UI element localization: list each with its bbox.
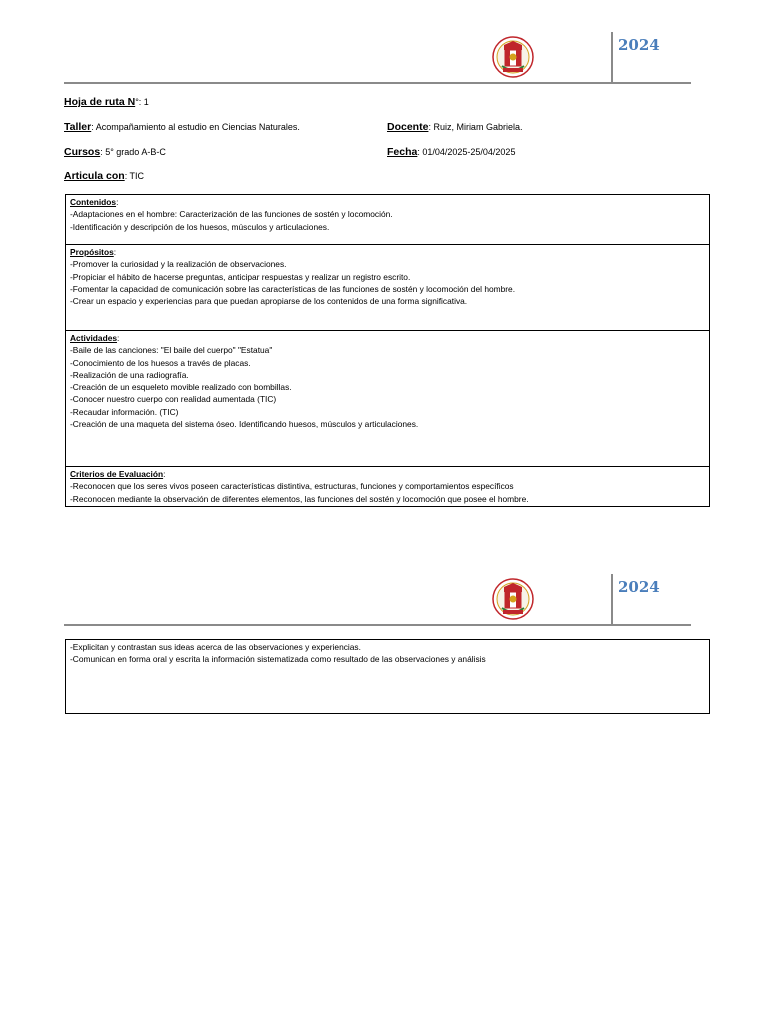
articulates-value: : TIC xyxy=(124,171,145,181)
teacher-label: Docente xyxy=(387,121,429,133)
route-sheet-line xyxy=(64,96,149,108)
section-line: -Creación de un esqueleto movible realizado con bombillas. xyxy=(70,382,292,393)
workshop-label: Taller xyxy=(64,121,92,133)
teacher-value: : Ruiz, Miriam Gabriela. xyxy=(428,122,523,132)
school-crest-logo xyxy=(492,36,534,78)
section-line: -Propiciar el hábito de hacerse preguntas, anticipar respuestas y realizar un registro escrito. xyxy=(70,271,411,282)
continuation-section xyxy=(66,640,709,667)
date-label: Fecha xyxy=(387,146,418,158)
courses-line xyxy=(64,146,166,158)
section-line: -Explicitan y contrastan sus ideas acerca de las observaciones y experiencias. xyxy=(70,642,361,652)
section-title: Contenidos xyxy=(70,197,117,207)
teacher-line xyxy=(387,121,522,133)
section-line: -Creación de una maqueta del sistema óseo. Identificando huesos, músculos y articulaciones. xyxy=(70,419,419,430)
date-value: : 01/04/2025-25/04/2025 xyxy=(417,147,516,157)
date-line xyxy=(387,146,515,158)
evaluation-criteria-section: Criterios de Evaluación: -Reconocen que los seres vivos poseen características distintiva, estructuras, funciones y comportamientos específicos -Reconocen mediante la observación de diferentes elementos, las funciones del sostén y locomoción que posee el hombre. xyxy=(66,467,709,506)
section-line: -Baile de las canciones: "El baile del cuerpo" "Estatua" xyxy=(70,345,273,356)
section-title: Propósitos xyxy=(70,247,114,257)
workshop-value: : Acompañamiento al estudio en Ciencias Naturales. xyxy=(91,122,300,132)
purposes-section: Propósitos: -Promover la curiosidad y la realización de observaciones. -Propiciar el hábito de hacerse preguntas, anticipar respuestas y realizar un registro escrito. -Fomentar la capacidad de comunicación sobre las características de las funciones de sostén y locomoción del hombre. -Crear un espacio y experiencias para que puedan apropiarse de los contenidos de una forma significativa. xyxy=(66,245,709,331)
section-line: -Adaptaciones en el hombre: Caracterización de las funciones de sostén y locomoción. xyxy=(70,209,393,220)
header-rule xyxy=(64,82,691,84)
header-rule xyxy=(64,624,691,626)
courses-value: : 5° grado A-B-C xyxy=(100,147,166,157)
section-line: -Reconocen mediante la observación de diferentes elementos, las funciones del sostén y locomoción que posee el hombre. xyxy=(70,493,529,504)
school-crest-logo xyxy=(492,578,534,620)
header-year: 2024 xyxy=(618,36,660,54)
section-line: -Promover la curiosidad y la realización de observaciones. xyxy=(70,259,287,270)
contents-section: Contenidos: -Adaptaciones en el hombre: Caracterización de las funciones de sostén y locomoción. -Identificación y descripción de los huesos, músculos y articulaciones. xyxy=(66,195,709,245)
header-year: 2024 xyxy=(618,578,660,596)
activities-section: Actividades: -Baile de las canciones: "El baile del cuerpo" "Estatua" -Conocimiento de los huesos a través de placas. -Realización de una radiografía. -Creación de un esqueleto movible realizado con bombillas. -Conocer nuestro cuerpo con realidad aumentada (TIC) -Recaudar información. (TIC) -Creación de una maqueta del sistema óseo. Identificando huesos, músculos y articulaciones. xyxy=(66,331,709,467)
courses-label: Cursos xyxy=(64,146,101,158)
continuation-table xyxy=(65,639,710,714)
articulates-line xyxy=(64,170,144,182)
plan-table xyxy=(65,194,710,507)
section-title: Criterios de Evaluación xyxy=(70,469,164,479)
section-line: -Identificación y descripción de los huesos, músculos y articulaciones. xyxy=(70,221,330,232)
articulates-label: Articula con xyxy=(64,170,125,182)
header-divider xyxy=(611,574,613,624)
section-line: -Recaudar información. (TIC) xyxy=(70,406,179,417)
route-sheet-label: Hoja de ruta N xyxy=(64,96,136,108)
section-line: -Comunican en forma oral y escrita la información sistematizada como resultado de las observaciones y análisis xyxy=(70,654,486,665)
header-divider xyxy=(611,32,613,82)
section-line: -Realización de una radiografía. xyxy=(70,369,189,380)
section-line: -Conocer nuestro cuerpo con realidad aumentada (TIC) xyxy=(70,394,277,405)
route-sheet-value: °: 1 xyxy=(135,97,149,107)
section-line: -Crear un espacio y experiencias para que puedan apropiarse de los contenidos de una forma significativa. xyxy=(70,296,468,307)
section-line: -Fomentar la capacidad de comunicación sobre las características de las funciones de sostén y locomoción del hombre. xyxy=(70,283,516,294)
workshop-line xyxy=(64,121,300,133)
section-line: -Reconocen que los seres vivos poseen características distintiva, estructuras, funciones y comportamientos específicos xyxy=(70,481,514,492)
page1-header xyxy=(0,28,768,88)
section-line: -Conocimiento de los huesos a través de placas. xyxy=(70,357,251,368)
page2-header xyxy=(0,570,768,630)
section-title: Actividades xyxy=(70,333,118,343)
